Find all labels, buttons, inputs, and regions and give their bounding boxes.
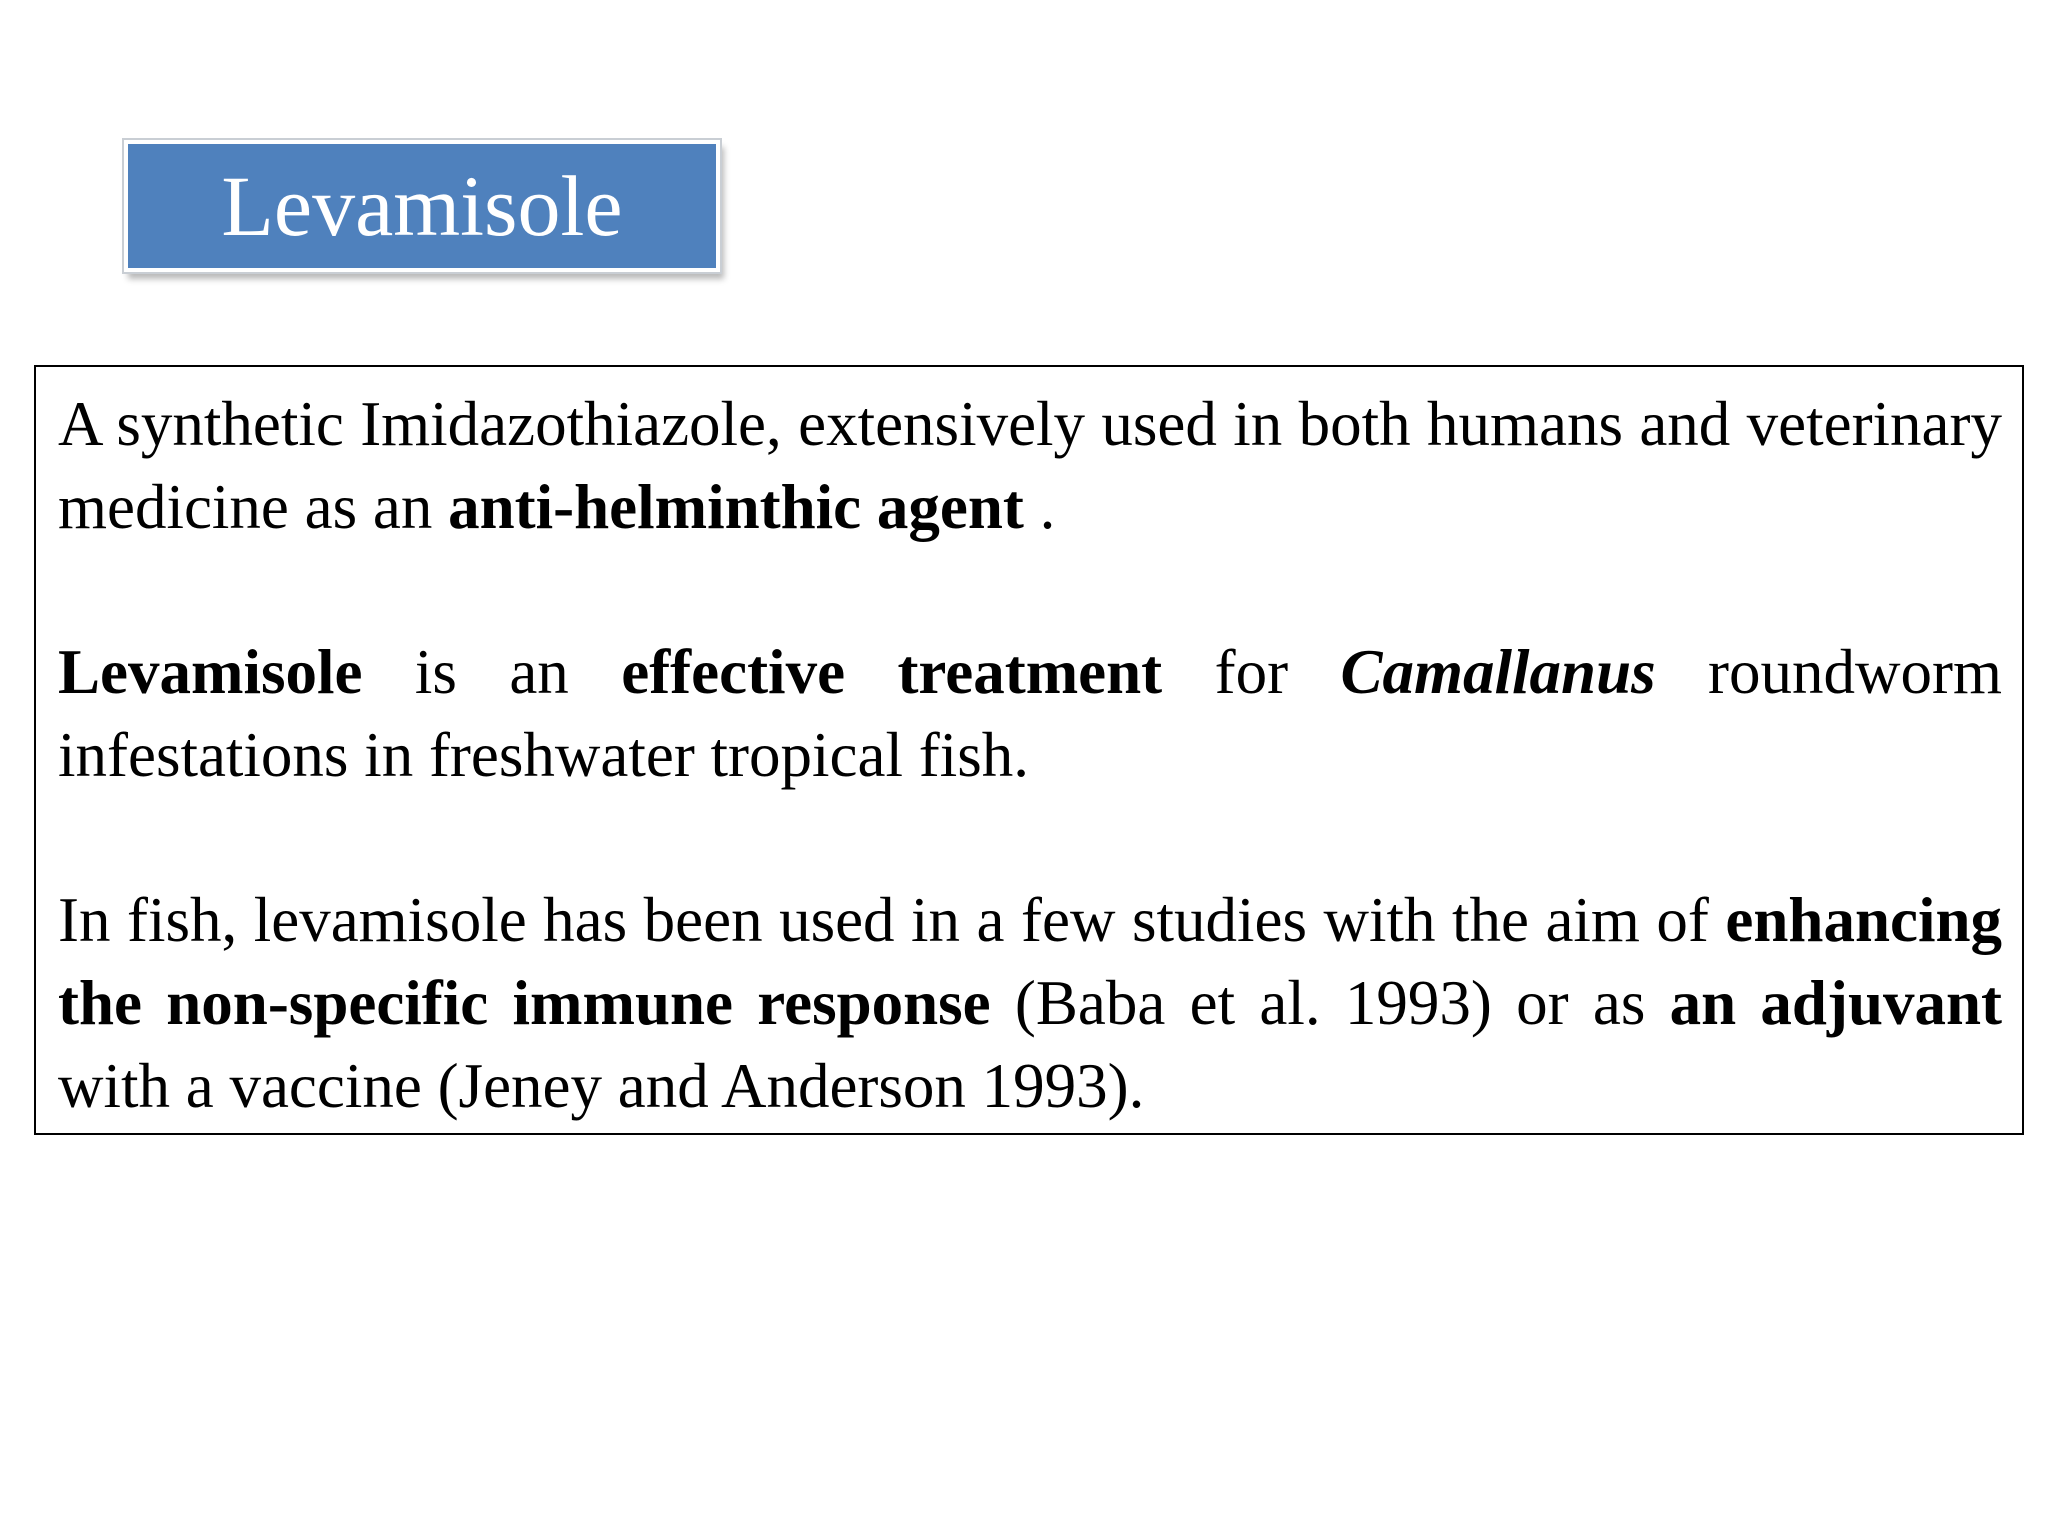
text-segment: is an bbox=[362, 637, 622, 707]
slide-title-box bbox=[124, 140, 720, 272]
content-box bbox=[34, 365, 2024, 1135]
slide-title: Levamisole bbox=[221, 158, 623, 254]
paragraph-treatment bbox=[58, 631, 2002, 797]
emphasis-adjuvant: an adjuvant bbox=[1669, 968, 2003, 1038]
emphasis-immune-response: enhancing the non-specific immune response bbox=[58, 885, 2002, 1038]
text-segment: (Baba et al. 1993) or as bbox=[990, 968, 1670, 1038]
emphasis-anti-helminthic-agent: anti-helminthic agent bbox=[448, 472, 1024, 542]
text-segment: for bbox=[1162, 637, 1341, 707]
paragraph-immune-response bbox=[58, 879, 2002, 1128]
text-segment: roundworm infestations in freshwater tropical fish. bbox=[58, 637, 2003, 790]
text-segment: A synthetic Imidazothiazole, extensively used in both humans and veterinary medicine as an bbox=[58, 389, 2002, 542]
text-segment: with a vaccine (Jeney and Anderson 1993). bbox=[58, 1051, 1145, 1121]
text-segment: In fish, levamisole has been used in a few studies with the aim of bbox=[58, 885, 1726, 955]
emphasis-effective-treatment: effective treatment bbox=[621, 637, 1163, 707]
emphasis-levamisole: Levamisole bbox=[58, 637, 363, 707]
paragraph-definition bbox=[58, 383, 2002, 549]
species-name-italic: Camallanus bbox=[1340, 637, 1656, 707]
species-name-camallanus bbox=[1341, 637, 1656, 707]
text-segment: . bbox=[1023, 472, 1056, 542]
